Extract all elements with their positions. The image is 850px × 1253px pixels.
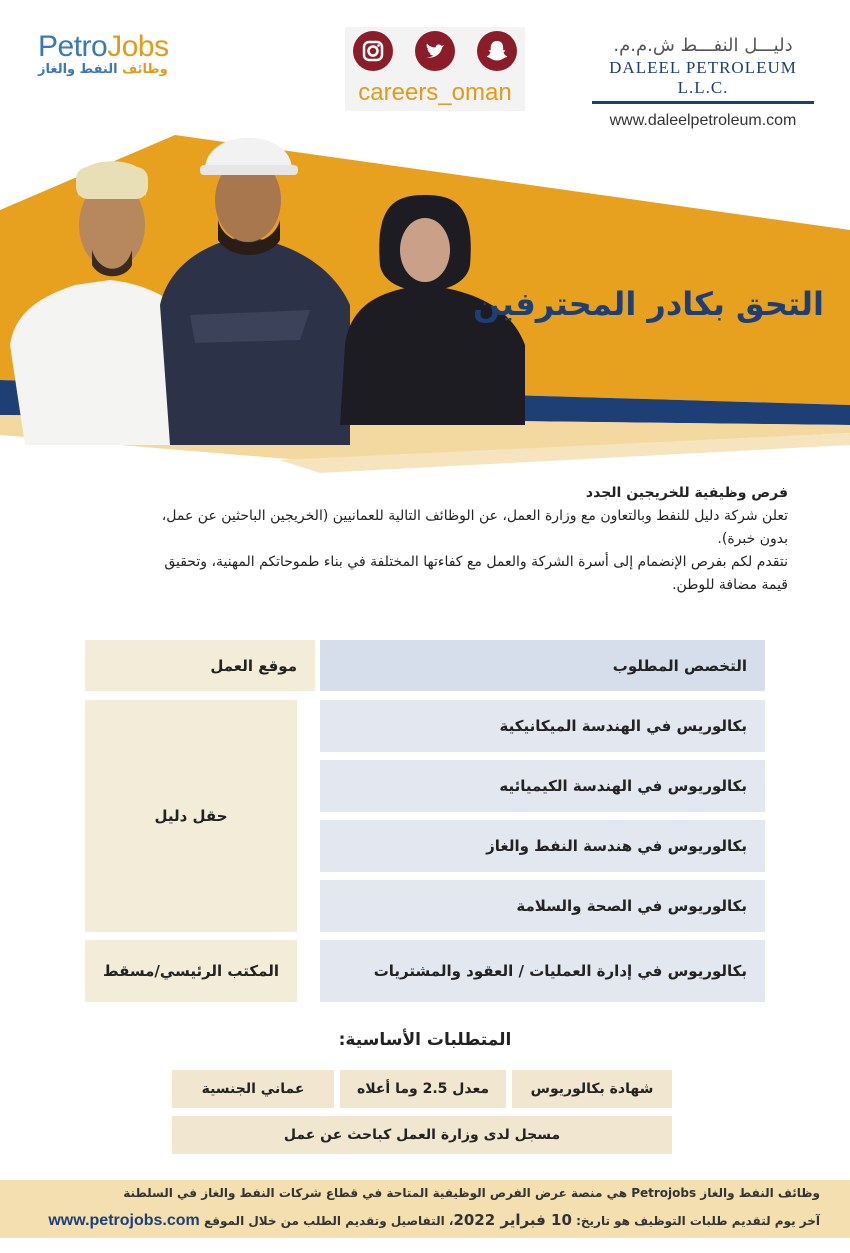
petrojobs-logo-name-jobs: Jobs — [107, 30, 169, 63]
table-cell-location-field: حقل دليل — [85, 700, 297, 932]
snapchat-icon[interactable] — [477, 31, 517, 71]
twitter-icon[interactable] — [415, 31, 455, 71]
requirement-item: عماني الجنسية — [172, 1070, 334, 1108]
petrojobs-logo-arabic-2: النفط والغاز — [38, 62, 118, 77]
table-row-specialization: بكالوريوس في هندسة النفط والغاز — [320, 820, 765, 872]
intro-paragraph-line: بدون خبرة). — [717, 531, 788, 547]
petrojobs-logo-arabic: وظائف — [122, 62, 168, 77]
company-website-link[interactable]: www.daleelpetroleum.com — [609, 112, 797, 129]
footer-deadline-date: 10 فبراير 2022 — [453, 1211, 572, 1229]
table-row-specialization: بكالوريوس في الصحة والسلامة — [320, 880, 765, 932]
table-header-location: موقع العمل — [85, 640, 315, 691]
footer-deadline-text: آخر يوم لتقديم طلبات التوظيف هو تاريخ: — [576, 1214, 820, 1228]
banner-headline: التحق بكادر المحترفين — [473, 285, 824, 323]
requirement-item: معدل 2.5 وما أعلاه — [340, 1070, 506, 1108]
requirements-title: المتطلبات الأساسية: — [338, 1030, 512, 1050]
table-row-specialization: بكالوريوس في إدارة العمليات / العقود والمشتريات — [320, 940, 765, 1002]
table-header-specialization: التخصص المطلوب — [320, 640, 765, 691]
requirement-item: مسجل لدى وزارة العمل كباحث عن عمل — [172, 1116, 672, 1154]
table-cell-location-office: المكتب الرئيسي/مسقط — [85, 940, 297, 1002]
petrojobs-logo — [38, 30, 198, 90]
table-row-specialization: بكالوريس في الهندسة الميكانيكية — [320, 700, 765, 752]
logo-divider — [592, 101, 814, 104]
intro-paragraph-line: قيمة مضافة للوطن. — [672, 577, 788, 593]
intro-heading: فرص وظيفية للخريجين الجدد — [585, 485, 788, 501]
intro-paragraph-line: تعلن شركة دليل للنفط وبالتعاون مع وزارة العمل، عن الوظائف التالية للعمانيين (الخريجين الباحثين عن عمل، — [161, 508, 788, 524]
company-name-english: DALEEL PETROLEUM L.L.C. — [609, 58, 797, 97]
footer-banner — [0, 1180, 850, 1238]
petrojobs-logo-name: Petro — [38, 30, 108, 63]
petrojobs-website-link[interactable]: www.petrojobs.com — [48, 1212, 200, 1229]
intro-paragraph-line: نتقدم لكم بفرص الإنضمام إلى أسرة الشركة والعمل مع كفاءتها المختلفة في بناء طموحاتكم المهنية، وتحقيق — [164, 554, 788, 570]
footer-line1: وظائف النفط والغاز Petrojobs هي منصة عرض الفرص الوظيفية المتاحة في قطاع شركات النفط والغاز في السلطنة — [123, 1186, 820, 1200]
social-handle[interactable]: careers_oman — [358, 79, 512, 106]
table-row-specialization: بكالوريوس في الهندسة الكيميائيه — [320, 760, 765, 812]
footer-details-text: ، التفاصيل وتقديم الطلب من خلال الموقع — [203, 1214, 454, 1228]
company-name-arabic: دليـــل النفـــط ش.م.م. — [613, 35, 793, 56]
daleel-logo — [588, 35, 818, 129]
intro-text — [28, 482, 788, 597]
footer-line2 — [48, 1211, 820, 1230]
social-media-box — [345, 27, 525, 111]
requirement-item: شهادة بكالوريوس — [512, 1070, 672, 1108]
instagram-icon[interactable] — [353, 31, 393, 71]
